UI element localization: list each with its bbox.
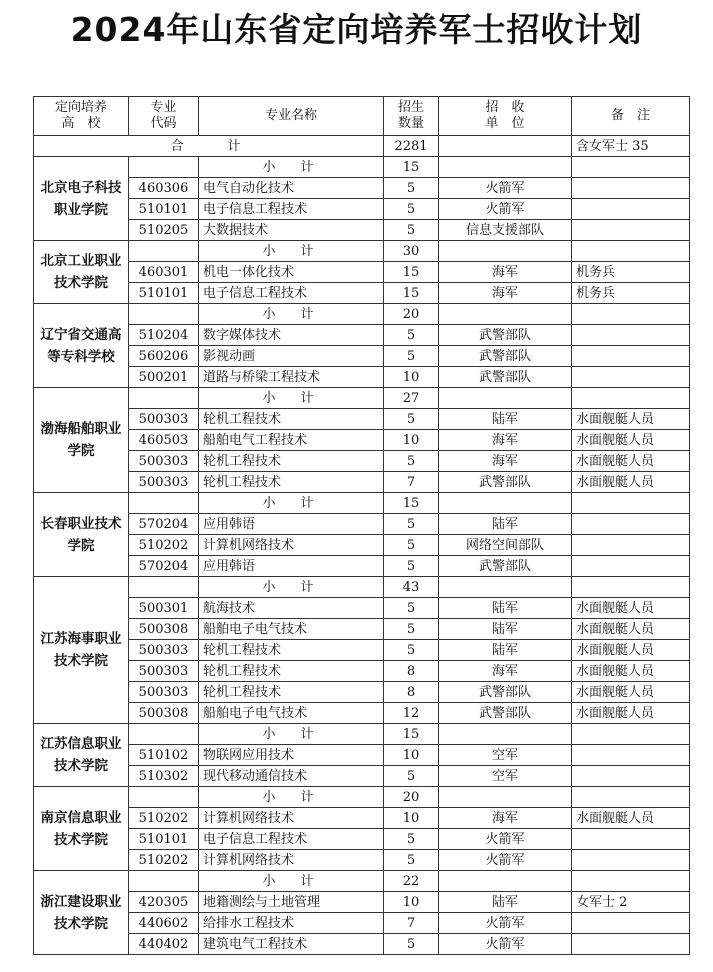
enroll-count: 5 xyxy=(384,409,439,430)
total-label: 合 计 xyxy=(34,136,384,157)
major-code: 500303 xyxy=(129,409,199,430)
table-row xyxy=(34,934,690,955)
recruit-unit: 空军 xyxy=(439,766,572,787)
enroll-count: 5 xyxy=(384,535,439,556)
subtotal-unit xyxy=(439,388,572,409)
enroll-count: 5 xyxy=(384,178,439,199)
table-row xyxy=(34,598,690,619)
major-name: 轮机工程技术 xyxy=(199,682,384,703)
recruit-unit: 武警部队 xyxy=(439,703,572,724)
major-name: 应用韩语 xyxy=(199,514,384,535)
major-name: 轮机工程技术 xyxy=(199,451,384,472)
remark xyxy=(572,829,690,850)
major-name: 机电一体化技术 xyxy=(199,262,384,283)
major-name: 船舶电子电气技术 xyxy=(199,619,384,640)
enroll-count: 12 xyxy=(384,703,439,724)
school-name: 长春职业技术学院 xyxy=(34,493,129,577)
table-row xyxy=(34,682,690,703)
enroll-count: 5 xyxy=(384,556,439,577)
enroll-count: 5 xyxy=(384,934,439,955)
recruit-unit: 网络空间部队 xyxy=(439,535,572,556)
subtotal-code xyxy=(129,871,199,892)
major-name: 数字媒体技术 xyxy=(199,325,384,346)
major-name: 电子信息工程技术 xyxy=(199,283,384,304)
remark: 水面舰艇人员 xyxy=(572,640,690,661)
major-code: 510101 xyxy=(129,829,199,850)
recruit-unit: 陆军 xyxy=(439,640,572,661)
table-row xyxy=(34,619,690,640)
major-name: 航海技术 xyxy=(199,598,384,619)
major-code: 420305 xyxy=(129,892,199,913)
page-title: 2024年山东省定向培养军士招收计划 xyxy=(70,10,643,49)
table-row xyxy=(34,766,690,787)
subtotal-unit xyxy=(439,577,572,598)
major-name: 轮机工程技术 xyxy=(199,472,384,493)
recruit-unit: 海军 xyxy=(439,661,572,682)
enroll-count: 5 xyxy=(384,766,439,787)
subtotal-note xyxy=(572,724,690,745)
subtotal-unit xyxy=(439,241,572,262)
major-code: 500301 xyxy=(129,598,199,619)
table-row xyxy=(34,367,690,388)
subtotal-row xyxy=(34,577,690,598)
subtotal-unit xyxy=(439,724,572,745)
table-row xyxy=(34,829,690,850)
major-name: 现代移动通信技术 xyxy=(199,766,384,787)
subtotal-count: 15 xyxy=(384,724,439,745)
enroll-count: 10 xyxy=(384,892,439,913)
major-code: 500308 xyxy=(129,703,199,724)
total-unit xyxy=(439,136,572,157)
subtotal-note xyxy=(572,304,690,325)
total-note: 含女军士 35 xyxy=(572,136,690,157)
major-code: 500303 xyxy=(129,661,199,682)
table-row xyxy=(34,661,690,682)
subtotal-row xyxy=(34,724,690,745)
major-name: 轮机工程技术 xyxy=(199,640,384,661)
subtotal-count: 27 xyxy=(384,388,439,409)
subtotal-row xyxy=(34,388,690,409)
major-name: 电气自动化技术 xyxy=(199,178,384,199)
remark xyxy=(572,178,690,199)
recruit-unit: 火箭军 xyxy=(439,850,572,871)
subtotal-row xyxy=(34,787,690,808)
major-code: 570204 xyxy=(129,556,199,577)
subtotal-label: 小 计 xyxy=(199,871,384,892)
table-row xyxy=(34,514,690,535)
subtotal-label: 小 计 xyxy=(199,304,384,325)
major-code: 560206 xyxy=(129,346,199,367)
remark: 机务兵 xyxy=(572,262,690,283)
recruit-unit: 火箭军 xyxy=(439,199,572,220)
school-name: 南京信息职业技术学院 xyxy=(34,787,129,871)
subtotal-unit xyxy=(439,157,572,178)
major-name: 给排水工程技术 xyxy=(199,913,384,934)
subtotal-code xyxy=(129,388,199,409)
major-code: 500303 xyxy=(129,682,199,703)
major-code: 460306 xyxy=(129,178,199,199)
subtotal-code xyxy=(129,787,199,808)
header-count: 招生 数量 xyxy=(384,97,439,136)
header-unit: 招 收 单 位 xyxy=(439,97,572,136)
major-name: 电子信息工程技术 xyxy=(199,199,384,220)
school-name: 江苏信息职业技术学院 xyxy=(34,724,129,787)
subtotal-note xyxy=(572,871,690,892)
enroll-count: 5 xyxy=(384,346,439,367)
enroll-count: 7 xyxy=(384,472,439,493)
enroll-count: 15 xyxy=(384,262,439,283)
recruit-unit: 陆军 xyxy=(439,409,572,430)
major-code: 510202 xyxy=(129,808,199,829)
major-name: 计算机网络技术 xyxy=(199,535,384,556)
remark: 水面舰艇人员 xyxy=(572,409,690,430)
recruit-unit: 海军 xyxy=(439,430,572,451)
subtotal-count: 22 xyxy=(384,871,439,892)
recruit-unit: 武警部队 xyxy=(439,472,572,493)
remark: 水面舰艇人员 xyxy=(572,619,690,640)
enroll-count: 7 xyxy=(384,913,439,934)
major-code: 500303 xyxy=(129,451,199,472)
subtotal-count: 20 xyxy=(384,304,439,325)
enroll-count: 5 xyxy=(384,640,439,661)
recruit-unit: 陆军 xyxy=(439,619,572,640)
recruit-unit: 火箭军 xyxy=(439,178,572,199)
table-row xyxy=(34,808,690,829)
remark xyxy=(572,220,690,241)
recruit-unit: 陆军 xyxy=(439,598,572,619)
school-name: 渤海船舶职业学院 xyxy=(34,388,129,493)
major-name: 电子信息工程技术 xyxy=(199,829,384,850)
recruit-unit: 海军 xyxy=(439,262,572,283)
enroll-count: 8 xyxy=(384,661,439,682)
major-code: 460301 xyxy=(129,262,199,283)
remark: 机务兵 xyxy=(572,283,690,304)
header-major: 专业名称 xyxy=(199,97,384,136)
table-row xyxy=(34,703,690,724)
remark xyxy=(572,766,690,787)
major-code: 510204 xyxy=(129,325,199,346)
major-name: 计算机网络技术 xyxy=(199,850,384,871)
table-row xyxy=(34,556,690,577)
subtotal-row xyxy=(34,304,690,325)
major-code: 500308 xyxy=(129,619,199,640)
major-name: 道路与桥梁工程技术 xyxy=(199,367,384,388)
remark xyxy=(572,535,690,556)
major-code: 440402 xyxy=(129,934,199,955)
remark xyxy=(572,367,690,388)
major-name: 船舶电气工程技术 xyxy=(199,430,384,451)
subtotal-code xyxy=(129,577,199,598)
header-row xyxy=(34,97,690,136)
subtotal-note xyxy=(572,577,690,598)
recruit-unit: 信息支援部队 xyxy=(439,220,572,241)
school-name: 浙江建设职业技术学院 xyxy=(34,871,129,955)
remark xyxy=(572,913,690,934)
subtotal-note xyxy=(572,787,690,808)
table-row xyxy=(34,451,690,472)
remark xyxy=(572,850,690,871)
table-row xyxy=(34,199,690,220)
subtotal-count: 30 xyxy=(384,241,439,262)
recruit-unit: 武警部队 xyxy=(439,682,572,703)
major-name: 应用韩语 xyxy=(199,556,384,577)
school-name: 江苏海事职业技术学院 xyxy=(34,577,129,724)
recruitment-plan-table xyxy=(33,96,690,955)
remark: 水面舰艇人员 xyxy=(572,472,690,493)
enroll-count: 5 xyxy=(384,199,439,220)
remark xyxy=(572,199,690,220)
major-code: 440602 xyxy=(129,913,199,934)
major-code: 510101 xyxy=(129,199,199,220)
remark: 水面舰艇人员 xyxy=(572,661,690,682)
subtotal-code xyxy=(129,241,199,262)
table-row xyxy=(34,178,690,199)
total-count: 2281 xyxy=(384,136,439,157)
remark xyxy=(572,325,690,346)
recruit-unit: 武警部队 xyxy=(439,556,572,577)
subtotal-note xyxy=(572,241,690,262)
remark: 水面舰艇人员 xyxy=(572,682,690,703)
subtotal-note xyxy=(572,493,690,514)
table-row xyxy=(34,913,690,934)
table-row xyxy=(34,745,690,766)
remark: 水面舰艇人员 xyxy=(572,451,690,472)
table-row xyxy=(34,409,690,430)
subtotal-code xyxy=(129,304,199,325)
recruit-unit: 火箭军 xyxy=(439,913,572,934)
remark xyxy=(572,556,690,577)
remark: 水面舰艇人员 xyxy=(572,703,690,724)
enroll-count: 8 xyxy=(384,682,439,703)
enroll-count: 5 xyxy=(384,451,439,472)
subtotal-code xyxy=(129,157,199,178)
subtotal-unit xyxy=(439,493,572,514)
subtotal-count: 43 xyxy=(384,577,439,598)
major-code: 510202 xyxy=(129,850,199,871)
enroll-count: 5 xyxy=(384,514,439,535)
table-row xyxy=(34,640,690,661)
major-code: 510101 xyxy=(129,283,199,304)
subtotal-unit xyxy=(439,787,572,808)
subtotal-label: 小 计 xyxy=(199,577,384,598)
major-code: 510205 xyxy=(129,220,199,241)
subtotal-note xyxy=(572,388,690,409)
school-name: 北京工业职业技术学院 xyxy=(34,241,129,304)
remark: 水面舰艇人员 xyxy=(572,430,690,451)
major-name: 影视动画 xyxy=(199,346,384,367)
remark: 水面舰艇人员 xyxy=(572,598,690,619)
recruit-unit: 空军 xyxy=(439,745,572,766)
table-row xyxy=(34,535,690,556)
subtotal-label: 小 计 xyxy=(199,787,384,808)
header-note: 备 注 xyxy=(572,97,690,136)
recruit-unit: 火箭军 xyxy=(439,829,572,850)
subtotal-row xyxy=(34,241,690,262)
major-code: 570204 xyxy=(129,514,199,535)
subtotal-count: 15 xyxy=(384,157,439,178)
subtotal-unit xyxy=(439,304,572,325)
school-name: 辽宁省交通高等专科学校 xyxy=(34,304,129,388)
subtotal-count: 15 xyxy=(384,493,439,514)
major-code: 500303 xyxy=(129,472,199,493)
recruit-unit: 海军 xyxy=(439,283,572,304)
major-code: 510202 xyxy=(129,535,199,556)
table-row xyxy=(34,346,690,367)
subtotal-row xyxy=(34,493,690,514)
recruit-unit: 武警部队 xyxy=(439,325,572,346)
major-name: 轮机工程技术 xyxy=(199,661,384,682)
subtotal-label: 小 计 xyxy=(199,493,384,514)
recruit-unit: 武警部队 xyxy=(439,367,572,388)
enroll-count: 15 xyxy=(384,283,439,304)
table-row xyxy=(34,325,690,346)
enroll-count: 10 xyxy=(384,745,439,766)
remark: 水面舰艇人员 xyxy=(572,808,690,829)
header-code: 专业 代码 xyxy=(129,97,199,136)
remark xyxy=(572,514,690,535)
subtotal-code xyxy=(129,493,199,514)
table-row xyxy=(34,430,690,451)
subtotal-label: 小 计 xyxy=(199,388,384,409)
major-name: 物联网应用技术 xyxy=(199,745,384,766)
header-school: 定向培养 高 校 xyxy=(34,97,129,136)
remark xyxy=(572,934,690,955)
major-name: 地籍测绘与土地管理 xyxy=(199,892,384,913)
table-row xyxy=(34,220,690,241)
enroll-count: 5 xyxy=(384,619,439,640)
enroll-count: 5 xyxy=(384,325,439,346)
enroll-count: 10 xyxy=(384,808,439,829)
subtotal-count: 20 xyxy=(384,787,439,808)
major-name: 船舶电子电气技术 xyxy=(199,703,384,724)
recruit-unit: 火箭军 xyxy=(439,934,572,955)
enroll-count: 5 xyxy=(384,850,439,871)
subtotal-row xyxy=(34,871,690,892)
remark xyxy=(572,745,690,766)
subtotal-label: 小 计 xyxy=(199,241,384,262)
enroll-count: 10 xyxy=(384,367,439,388)
recruit-unit: 海军 xyxy=(439,808,572,829)
major-code: 460503 xyxy=(129,430,199,451)
total-row xyxy=(34,136,690,157)
subtotal-label: 小 计 xyxy=(199,157,384,178)
enroll-count: 5 xyxy=(384,220,439,241)
table-row xyxy=(34,472,690,493)
major-code: 500303 xyxy=(129,640,199,661)
major-name: 轮机工程技术 xyxy=(199,409,384,430)
recruit-unit: 陆军 xyxy=(439,892,572,913)
table-row xyxy=(34,262,690,283)
major-code: 510102 xyxy=(129,745,199,766)
remark: 女军士 2 xyxy=(572,892,690,913)
subtotal-code xyxy=(129,724,199,745)
table-row xyxy=(34,283,690,304)
remark xyxy=(572,346,690,367)
enroll-count: 10 xyxy=(384,430,439,451)
enroll-count: 5 xyxy=(384,829,439,850)
subtotal-unit xyxy=(439,871,572,892)
school-name: 北京电子科技职业学院 xyxy=(34,157,129,241)
major-name: 大数据技术 xyxy=(199,220,384,241)
enroll-count: 5 xyxy=(384,598,439,619)
subtotal-note xyxy=(572,157,690,178)
major-code: 510302 xyxy=(129,766,199,787)
major-name: 计算机网络技术 xyxy=(199,808,384,829)
recruit-unit: 武警部队 xyxy=(439,346,572,367)
major-name: 建筑电气工程技术 xyxy=(199,934,384,955)
major-code: 500201 xyxy=(129,367,199,388)
recruit-unit: 海军 xyxy=(439,451,572,472)
recruit-unit: 陆军 xyxy=(439,514,572,535)
subtotal-row xyxy=(34,157,690,178)
table-row xyxy=(34,850,690,871)
subtotal-label: 小 计 xyxy=(199,724,384,745)
table-row xyxy=(34,892,690,913)
